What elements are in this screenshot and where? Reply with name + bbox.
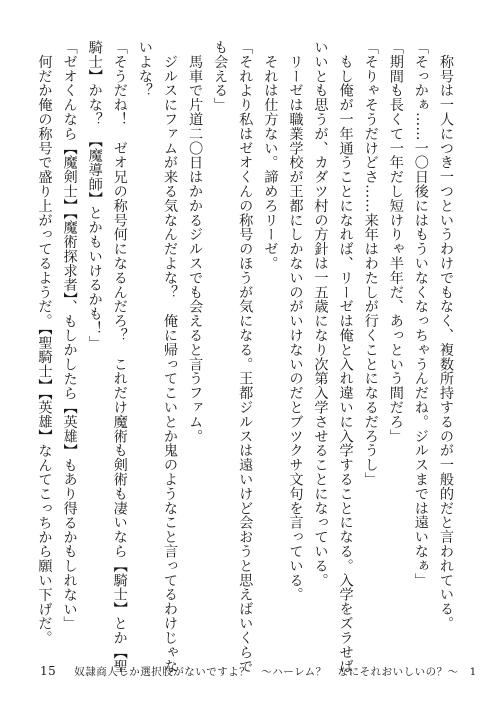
text-line: いよな？: [136, 40, 153, 98]
text-line: いいとも思うが、カダツ村の方針は一五歳になり次第入学させることになっている。: [312, 40, 329, 588]
text-line: 馬車で片道二〇日はかかるジルスでも会えると言うファム。: [187, 40, 204, 444]
text-line: 「それより私はゼオくんの称号のほうが気になる。王都ジルスは遠いけど会おうと思えばいくらで: [237, 40, 254, 674]
text-line: リーゼは職業学校が王都にしかないのがいけないのだとブツクサ文句を言っている。: [287, 40, 304, 602]
text-line: 「そりゃそうだけどさ……来年はわたしが行くことになるだろうし」: [362, 40, 379, 487]
text-line: も会える」: [212, 40, 229, 112]
text-line: それは仕方ない。諦めろリーゼ。: [262, 40, 279, 271]
text-line: ジルスにファムが来る気なんだよな？ 俺に帰ってこいとか鬼のようなこと言ってるわけじゃな: [161, 40, 178, 674]
text-line: 何だか俺の称号で盛り上がってるようだ。【聖騎士】【英雄】なんてこっちから願い下げだ。: [36, 40, 53, 645]
text-line: もし俺が一年通うことになれば、リーゼは俺と入れ違いに入学することになる。入学をズラせば: [337, 40, 354, 674]
text-line: 称号は一人につき一つというわけでもなく、複数所持するのが一般的だと言われている。: [438, 40, 454, 631]
text-line: 「期間も長くて一年だし短けりゃ半年だ、あっという間だろ」: [387, 40, 404, 444]
text-line: 「そっかぁ……一〇日後にはもういなくなっちゃうんだね。ジルスまでは遠いなぁ」: [412, 40, 429, 588]
text-line: 「ゼオくんなら【魔剣士】【魔術探求者】、もしかしたら【英雄】もあり得るかもしれない」: [61, 40, 78, 631]
page-footer: [40, 664, 477, 679]
text-line: 騎士】かな？ 【魔導師】とかもいけるかも！」: [86, 40, 103, 350]
running-title: 奴隷商人しか選択肢がないですよ？ ～ハーレム？ なにそれおいしいの？～ 1: [74, 666, 477, 678]
text-line: 「そうだね！ ゼオ兄の称号何になるんだろ？ これだけ魔術も剣術も凄いなら【騎士】とか【聖: [111, 40, 128, 674]
page-number: 15: [40, 664, 57, 678]
